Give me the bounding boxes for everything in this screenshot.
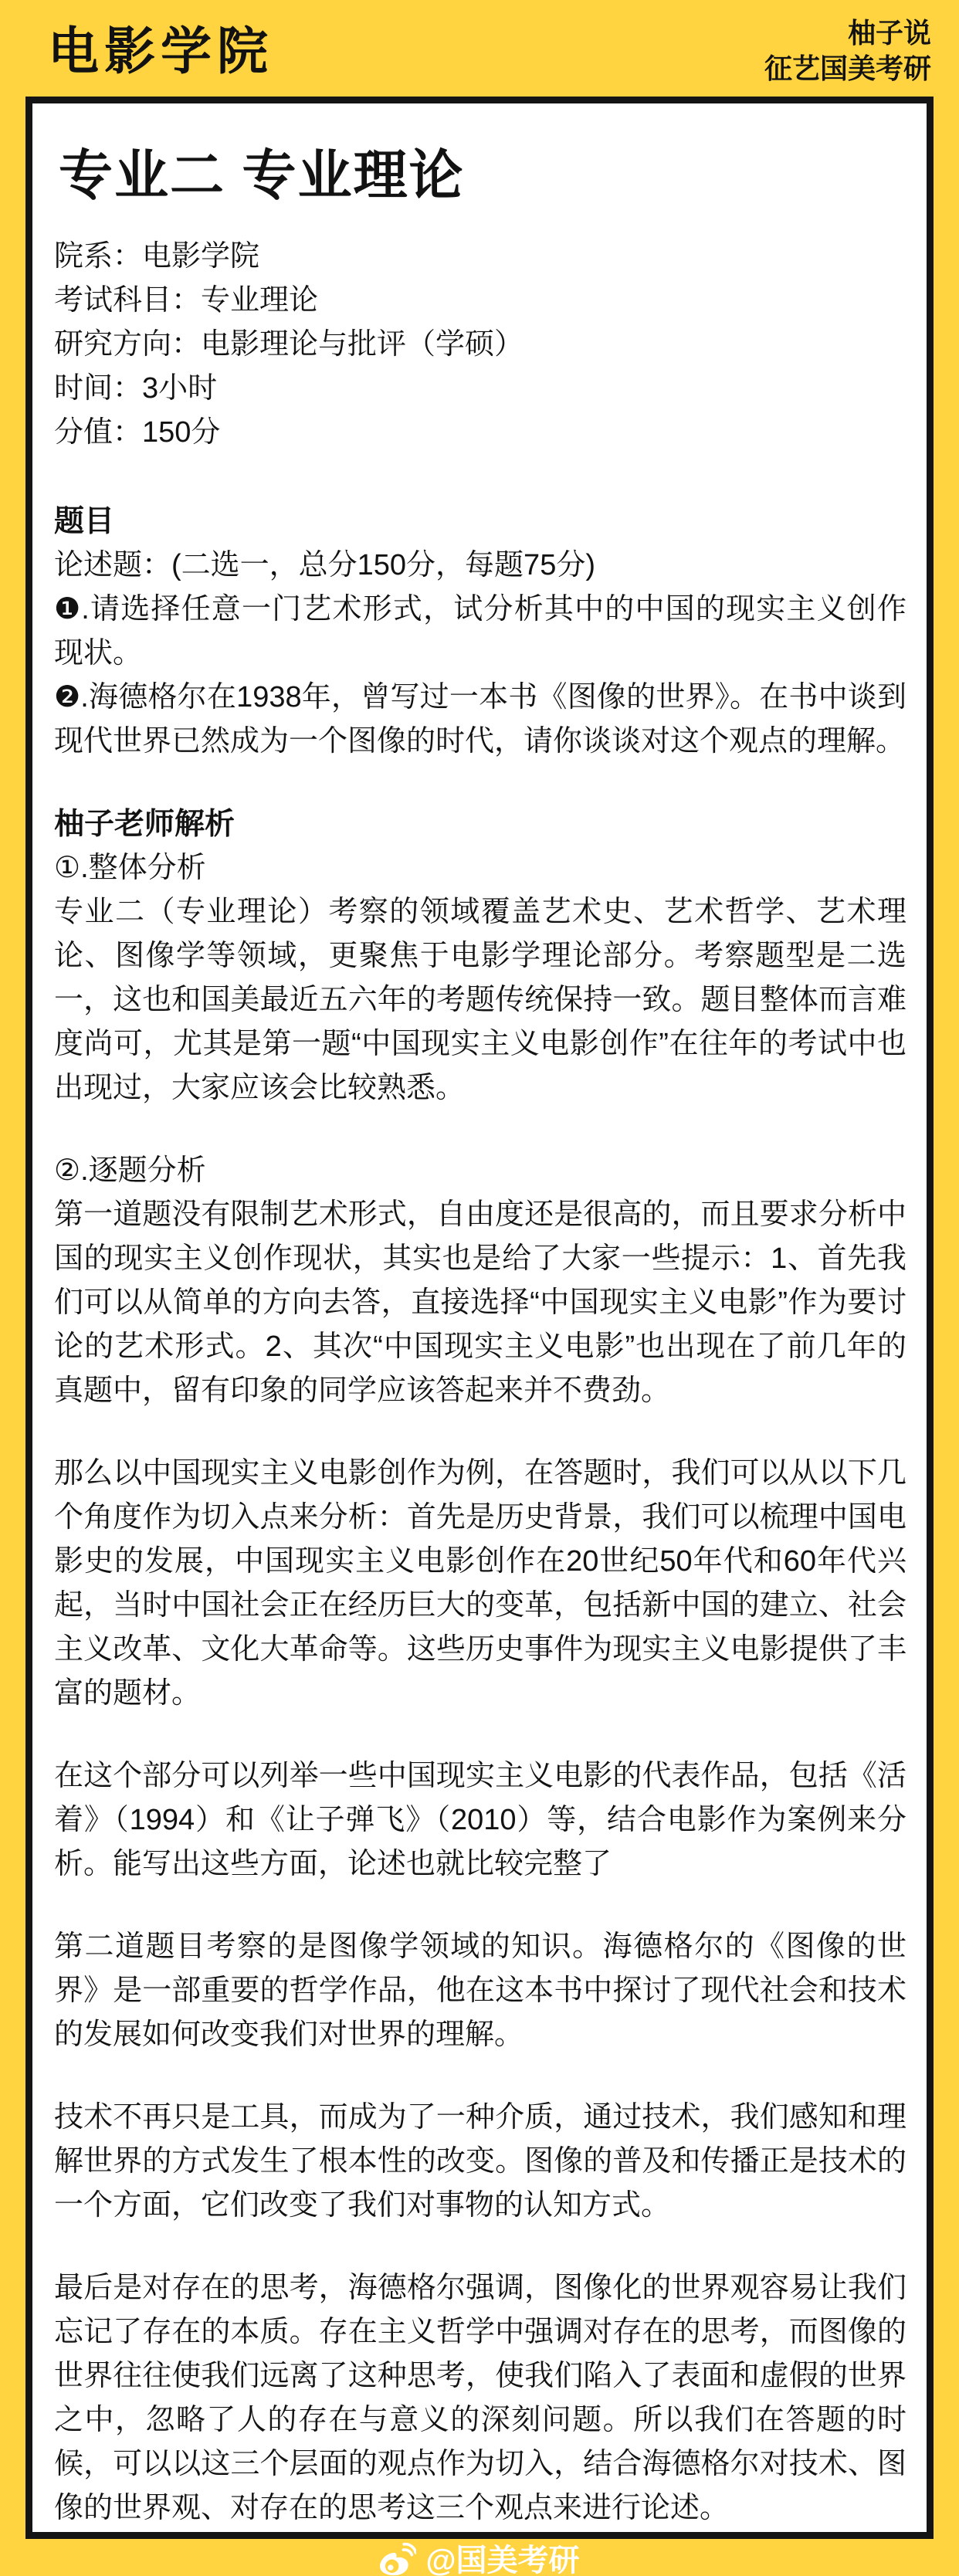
paragraph-gap: [54, 2228, 906, 2266]
page-footer: [0, 2539, 959, 2576]
question-intro: 论述题：(二选一，总分150分，每题75分): [54, 549, 595, 581]
question-1: ❶.请选择任意一门艺术形式，试分析其中的中国的现实主义创作现状。: [54, 593, 906, 669]
analysis-part2-paragraph-5: 技术不再只是工具，而成为了一种介质，通过技术，我们感知和理解世界的方式发生了根本性的改变。图像的普及和传播正是技术的一个方面，它们改变了我们对事物的认知方式。: [54, 2101, 906, 2222]
analysis-section-heading: 柚子老师解析: [54, 808, 236, 841]
section-gap: [54, 764, 906, 802]
tagline-line1: 柚子说: [847, 16, 931, 49]
info-line-department: 院系：电影学院: [54, 240, 260, 273]
paragraph-gap: [54, 1886, 906, 1925]
page-header: [0, 0, 959, 97]
question-2: ❷.海德格尔在1938年，曾写过一本书《图像的世界》。在书中谈到现代世界已然成为一个图像的时代，请你谈谈对这个观点的理解。: [54, 681, 906, 758]
footer-credit: @国美考研: [425, 2544, 580, 2576]
paragraph-gap: [54, 1110, 906, 1149]
analysis-part1-paragraph: 专业二（专业理论）考察的领域覆盖艺术史、艺术哲学、艺术理论、图像学等领域，更聚焦于电影学理论部分。考察题型是二选一，这也和国美最近五六年的考题传统保持一致。题目整体而言难度尚可，尤其是第一题“中国现实主义电影创作”在往年的考试中也出现过，大家应该会比较熟悉。: [54, 896, 906, 1104]
question-section: [54, 500, 906, 764]
header-tagline: [764, 15, 931, 86]
analysis-part2-paragraph-4: 第二道题目考察的是图像学领域的知识。海德格尔的《图像的世界》是一部重要的哲学作品，他在这本书中探讨了现代社会和技术的发展如何改变我们对世界的理解。: [54, 1930, 906, 2051]
analysis-part2-paragraph-2: 那么以中国现实主义电影创作为例，在答题时，我们可以从以下几个角度作为切入点来分析：首先是历史背景，我们可以梳理中国电影史的发展，中国现实主义电影创作在20世纪50年代和60年代兴起，当时中国社会正在经历巨大的变革，包括新中国的建立、社会主义改革、文化大革命等。这些历史事件为现实主义电影提供了丰富的题材。: [54, 1457, 906, 1710]
question-section-heading: 题目: [54, 505, 115, 538]
analysis-part2-paragraph-1: 第一道题没有限制艺术形式，自由度还是很高的，而且要求分析中国的现实主义创作现状，其实也是给了大家一些提示：1、首先我们可以从简单的方向去答，直接选择“中国现实主义电影”作为要讨论的艺术形式。2、其次“中国现实主义电影”也出现在了前几年的真题中，留有印象的同学应该答起来并不费劲。: [54, 1198, 906, 1407]
paragraph-gap: [54, 1716, 906, 1754]
analysis-part2-paragraph-3: 在这个部分可以列举一些中国现实主义电影的代表作品，包括《活着》（1994）和《让子弹飞》（2010）等，结合电影作为案例来分析。能写出这些方面，论述也就比较完整了: [54, 1760, 906, 1880]
analysis-part2-label: ②.逐题分析: [54, 1154, 206, 1187]
analysis-section: [54, 802, 906, 2530]
info-line-score: 分值：150分: [54, 416, 221, 449]
paragraph-gap: [54, 1413, 906, 1452]
brand-title: 电影学院: [48, 22, 273, 80]
tagline-line2: 征艺国美考研: [764, 52, 931, 84]
info-line-duration: 时间：3小时: [54, 372, 218, 405]
weibo-icon: [379, 2543, 416, 2576]
analysis-part1-label: ①.整体分析: [54, 852, 206, 884]
content-card: [25, 97, 934, 2539]
exam-info-block: [54, 235, 906, 455]
info-line-direction: 研究方向：电影理论与批评（学硕）: [54, 328, 524, 361]
info-line-subject: 考试科目：专业理论: [54, 284, 319, 317]
page-title: 专业二 专业理论: [59, 145, 465, 205]
analysis-part2-paragraph-6: 最后是对存在的思考，海德格尔强调，图像化的世界观容易让我们忘记了存在的本质。存在主义哲学中强调对存在的思考，而图像的世界往往使我们远离了这种思考，使我们陷入了表面和虚假的世界之中，忽略了人的存在与意义的深刻问题。所以我们在答题的时候，可以以这三个层面的观点作为切入，结合海德格尔对技术、图像的世界观、对存在的思考这三个观点来进行论述。: [54, 2272, 906, 2524]
paragraph-gap: [54, 2057, 906, 2096]
